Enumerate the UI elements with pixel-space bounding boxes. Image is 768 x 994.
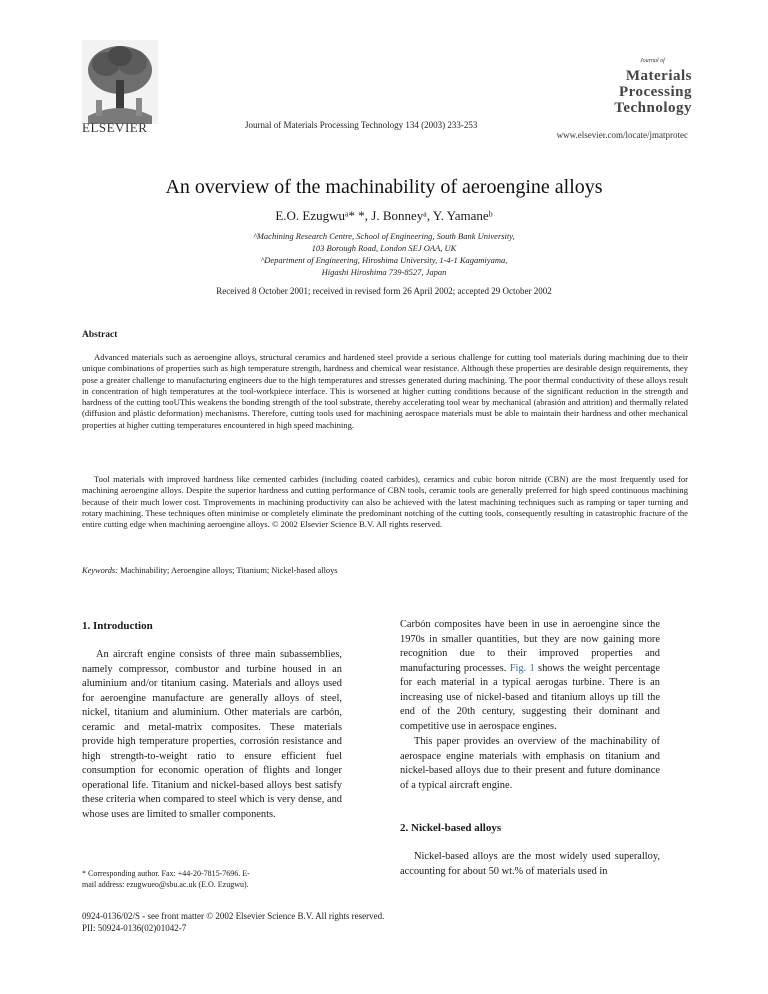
journal-name-line: Materials xyxy=(625,68,692,84)
elsevier-tree-logo xyxy=(82,40,158,124)
footer-line: 0924-0136/02/S - see front matter © 2002 Elsevier Science B.V. All rights reserved. xyxy=(82,911,385,921)
body-text: Carbón composites have been in use in aeroengine since the 1970s in smaller quantities, but they are now gaining more recognition due to their improved properties and manufacturing processes. xyxy=(400,619,660,674)
keywords-label: Keywords: xyxy=(82,566,118,575)
introduction-paragraph: An aircraft engine consists of three main subassemblies, namely compressor, combustor and turbine housed in an aluminium and/or titanium casing. Materials and alloys used for aeroengine manufacture are generally alloys of steel, nickel, titanium and aluminium. Other materials are carbón, ceramic and metal-matrix composites. These materials provide high temperature properties, corrosión resistance and high strength-to-weight ratio to ensure efficient fuel consumption for economic operation of flights and longer operational life. Titanium and nickel-based alloys best satisfy these criteria when compared to steel which is very dense, and whose uses are limited to smaller components. xyxy=(82,649,342,820)
journal-url-link[interactable]: www.elsevier.com/locate/jmatprotec xyxy=(556,130,688,140)
journal-label-small: Journal of xyxy=(640,58,665,64)
received-dates: Received 8 October 2001; received in revised form 26 April 2002; accepted 29 October 2002 xyxy=(216,286,552,296)
corresponding-author-footnote xyxy=(82,868,302,890)
publisher-name: ELSEVIER xyxy=(82,120,148,135)
abstract-paragraph: Tool materials with improved hardness like cemented carbides (including coated carbides), ceramics and cubic boron nitride (CBN) are the most frequently used for machining aeroengine alloys. Despite the superior hardness and cutting performance of CBN tools, ceramic tools are generally preferred for high speed continuous machining because of their much lower cost. Tmprovements in machining productivity can also be achieved with the latest machining techniques such as ramping or taper turning and rotary machining. These techniques often minimise or completely eliminate the predominant notching of the cutting tools, consequently resulting in catastrophic fracture of the entire cutting edge when machining aeroengine alloys. © 2002 Elsevier Science B.V. All rights reserved. xyxy=(82,474,688,530)
keywords xyxy=(82,566,338,575)
abstract-heading: Abstract xyxy=(82,330,118,340)
keywords-list: Machinability; Aeroengine alloys; Titanium; Nickel-based alloys xyxy=(117,566,338,575)
affiliation-line: ^Department of Engineering, Hiroshima University, 1-4-1 Kagamiyama, xyxy=(260,255,508,265)
affiliation-line: 103 Borough Road, London SEJ OAA, UK xyxy=(311,243,457,253)
body-paragraph: Nickel-based alloys are the most widely used superalloy, accounting for about 50 wt.% of materials used in xyxy=(400,851,660,877)
body-paragraph xyxy=(400,618,660,734)
abstract-paragraph: Advanced materials such as aeroengine alloys, structural ceramics and hardened steel provide a serious challenge for cutting tool materials during machining due to their unique combinations of properties such as high temperature strength, hardness and chemical wear resistance. Although these properties are desirable design requirements, they pose a greater challenge to manufacturing engineers due to the high temperatures and stresses generated during machining. The poor thermal conductivity of these alloys result in concentration of high temperatures at the tool-workpiece interface. This is worsened at higher cutting conditions because of the significant reduction in the strength and hardness of the cutting tooUThis weakens the bonding strength of the tool substrate, thereby accelerating tool wear by mechanical (abrasión and attrition) and thermally related (diffusion and plástic deformation) mechanisms. Therefore, cutting tools used for machining aerospace materials must be able to maintain their hardness and other mechanical properties at higher cutting temperatures encountered in high speed machining. xyxy=(82,352,688,430)
affiliation-line: Higashi Hiroshima 739-8527, Japan xyxy=(321,267,447,277)
footer-line: PII: 50924-0136(02)01042-7 xyxy=(82,923,187,933)
journal-citation: Journal of Materials Processing Technology 134 (2003) 233-253 xyxy=(245,120,478,130)
journal-name-logo xyxy=(614,68,692,116)
journal-name-line: Processing xyxy=(618,84,692,100)
section-heading-nickel-based-alloys: 2. Nickel-based alloys xyxy=(400,822,502,834)
author-list: E.O. Ezugwuᵃ* *, J. Bonneyᵃ, Y. Yamaneᵇ xyxy=(275,208,493,223)
article-title: An overview of the machinability of aeroengine alloys xyxy=(165,176,603,198)
section-heading-introduction: 1. Introduction xyxy=(82,620,153,632)
figure-1-link[interactable]: Fig. 1 xyxy=(509,662,535,674)
affiliation-line: ^Machining Research Centre, School of Engineering, South Bank University, xyxy=(253,231,515,241)
journal-name-line: Technology xyxy=(614,100,692,116)
copyright-footer xyxy=(82,910,384,934)
footnote-line: * Corresponding author. Fax: +44-20-7815-7696. E- xyxy=(82,869,250,878)
body-text: shows the weight percentage for each material in a typical aerogas turbine. There is an increasing use of nickel-based and titanium alloys up till the end of the 20th century, suggesting their dominant and competitive use in aerospace engines. xyxy=(400,662,660,732)
footnote-line: mail address: ezugwueo@sbu.ac.uk (E.O. Ezugwu). xyxy=(82,880,249,889)
body-paragraph: This paper provides an overview of the machinability of aerospace engine materials with emphasis on titanium and nickel-based alloys due to their present and future dominance of a typical aircraft engine. xyxy=(400,736,660,791)
